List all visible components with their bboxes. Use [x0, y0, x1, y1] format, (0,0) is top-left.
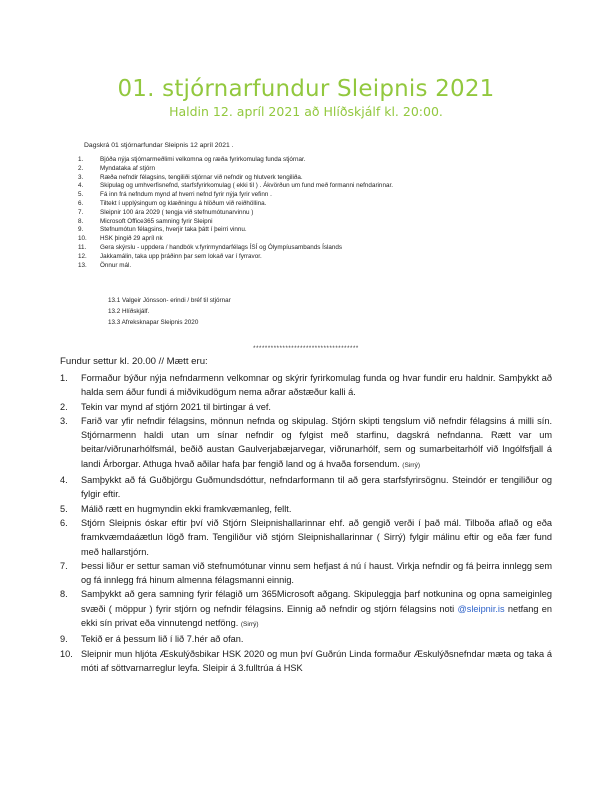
- minutes-item: 3. Farið var yfir nefndir félagsins, mönnun nefnda og skipulag. Stjórn skipti tengslum við nefndir félagsins á milli sín. Stjórnarmenn haldi utan um sínar nefndir og fylgist með starfinu, dagskrá nefndanna. Rætt var um beitar/viðrunarhólfsmál, beðið austan Gaulverjabæjarvegar, viðrunarhólf, sem og sumarbeitarhólf við Ingólfsfjall á landi Árborgar. Athuga hvað aðilar hafa þar fengið land og á hvaða forsendum. (Sirrý): [60, 415, 552, 469]
- agenda-heading: Dagskrá 01 stjórnarfundar Sleipnis 12 apríl 2021 .: [84, 142, 234, 149]
- minutes-item: 1. Formaður býður nýja nefndarmenn velkomnar og skýrir fyrirkomulag funda og hvar fundir eru haldnir. Samþykkt að halda sem áður fundi á miðvikudögum nema aðrar aðstæður kalli á.: [60, 373, 552, 398]
- agenda-item: 10. HSK þingið 29 apríl nk: [78, 235, 163, 243]
- minutes-item: 6. Stjórn Sleipnis óskar eftir því við Stjórn Sleipnishallarinnar ehf. að gengið verði í það mál. Tilboða aflað og eða framkvæmdaáætlun lögð fram. Tengiliður við stjórn Sleipnishallarinnar ( Sirrý) fylgir málinu eftir og eða fær fund með hallarstjórn.: [60, 517, 552, 557]
- agenda-item: 3. Ræða nefndir félagsins, tengiliði stjórnar við nefndir og hlutverk tengiliða.: [78, 173, 303, 181]
- minutes-list: [60, 371, 552, 675]
- minutes-item: 2. Tekin var mynd af stjórn 2021 til birtingar á vef.: [60, 401, 271, 412]
- page-title: 01. stjórnarfundur Sleipnis 2021: [117, 76, 495, 102]
- agenda-item: 1. Bjóða nýja stjórnarmeðlimi velkomna og ræða fyrirkomulag funda stjórnar.: [78, 156, 306, 163]
- agenda-item: 5. Fá inn frá nefndum mynd af hverri nefnd fyrir nýja fyrir vefinn .: [78, 191, 272, 199]
- separator: ************************************: [253, 346, 359, 352]
- agenda-item: 8. Microsoft Office365 samning fyrir Sleipni: [78, 217, 213, 225]
- minutes-item: 9. Tekið er á þessum lið í lið 7.hér að ofan.: [60, 634, 244, 645]
- agenda-item: 11. Gera skýrslu - uppdera / handbók v.fyrirmyndarfélags ÍSÍ og Ólympíusambands Íslands: [78, 243, 343, 251]
- agenda-item: 12. Jakkamálin, taka upp þráðinn þar sem lokað var í fyrravor.: [78, 252, 262, 260]
- agenda-item: 2. Myndataka af stjórn: [78, 164, 155, 172]
- agenda-subitem: 13.2 Hlíðskjálf.: [108, 308, 150, 315]
- agenda-item: 13. Önnur mál.: [78, 261, 132, 269]
- agenda-item: 7. Sleipnir 100 ára 2029 ( tengja við stefnumótunarvinnu ): [78, 208, 254, 216]
- minutes-item: 8. Samþykkt að gera samning fyrir félagið um 365Microsoft aðgang. Skipuleggja þarf notkunina og opna sameiginleg svæði ( möppur ) fyrir stjórn og nefndir félagsins. Einnig að nefndir og stjórn félagsins noti @sleipnir.is netfang en ekki sín privat eða vinnutengd netföng. (Sirrý): [60, 589, 552, 629]
- agenda-item: 6. Tiltekt í upplýsingum og klæðningu á hlöðum við reiðhöllina.: [78, 199, 267, 207]
- email-link[interactable]: @sleipnir.is: [457, 603, 505, 614]
- minutes-item: 10. Sleipnir mun hljóta Æskulýðsbikar HSK 2020 og mun því Guðrún Linda formaður Æskulýðsnefndar mæta og taka á móti af söttvarnarreglur leyfa. Sleipir á 3.fulltrúa á HSK: [60, 648, 552, 673]
- minutes-item: 7. Þessi liður er settur saman við stefnumótunar vinnu sem hefjast á nú í haust. Virkja nefndir og fá þeirra innlegg sem og fá innlegg frá hinum almenna félagsmanni einnig.: [60, 560, 552, 586]
- page-subtitle: Haldin 12. apríl 2021 að Hlíðskjálf kl. 20:00.: [169, 104, 443, 119]
- agenda-subitem: 13.3 Afreksknapar Sleipnis 2020: [108, 319, 199, 326]
- minutes-intro: Fundur settur kl. 20.00 // Mætt eru:: [60, 356, 208, 367]
- agenda-subitem: 13.1 Valgeir Jónsson- erindi / bréf til stjórnar: [108, 297, 231, 304]
- minutes-item: 5. Málið rætt en hugmyndin ekki framkvæmanleg, fellt.: [60, 503, 292, 514]
- minutes-item: 4. Samþykkt að fá Guðbjörgu Guðmundsdóttur, nefndarformann til að gera starfsfyrirsögnu. Steindór er tengiliður og fylgir eftir.: [60, 475, 552, 500]
- agenda-item: 4. Skipulag og umhverfisnefnd, starfsfyrirkomulag ( ekki til ) . Ákvörðun um fund með formanni nefndarinnar.: [78, 182, 393, 190]
- agenda-list: [78, 156, 548, 270]
- agenda-item: 9. Stefnumótun félagsins, hverjir taka þátt í þeirri vinnu.: [78, 226, 247, 234]
